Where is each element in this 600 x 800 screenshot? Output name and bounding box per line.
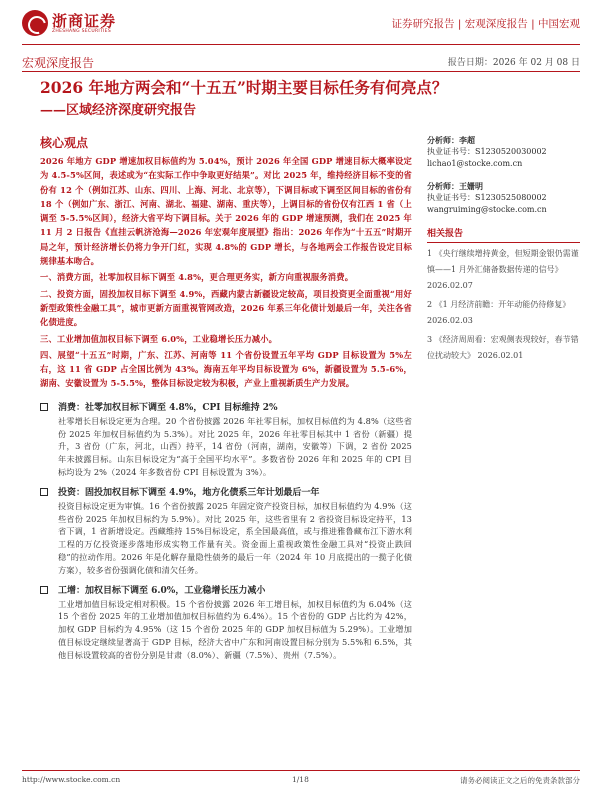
section-title: 核心观点 (40, 136, 89, 150)
related-report-link[interactable]: 2 《1 月经济前瞻：开年动能仍待修复》 2026.02.03 (427, 300, 571, 325)
bullet-heading: 投资：固投加权目标下调至 4.9%，地方化债系三年计划最后一年 (58, 487, 320, 498)
bullet-heading: 消费：社零加权目标下调至 4.8%，CPI 目标维持 2% (58, 402, 278, 413)
related-report-link[interactable]: 3 《经济周周看：宏观侧表现较好，春节错位扰动较大》 2026.02.01 (427, 335, 579, 360)
related-reports-heading: 相关报告 (427, 226, 580, 243)
page-header (22, 10, 580, 40)
logo-name: 浙商证券 (52, 11, 117, 30)
square-bullet-icon (40, 586, 48, 594)
key-points-list (40, 401, 412, 662)
summary-paragraph: 2026 年地方 GDP 增速加权目标值约为 5.04%，预计 2026 年全国 GDP 增速目标大概率设定为 4.5-5%区间，表述或为“在实际工作中争取更好结果”。对比 2025 年，维持经济目标不变的省份有 12 个（例如江苏、山东、四川、上海、河北、北京等），下调目标或下调至区间目标的省份有 18 个（例如广东、浙江、河南、湖北、福建、湖南、重庆等），上调目标的省份仅有江西 1 省（上调至 5-5.5%区间），经济大省平均下调目标。关于 2026 年的 GDP 增速预测，我们在 2025 年 11 月 2 日报告《直挂云帆济沧海—2026 年宏观年度展望》指出：2026 年作为“十五五”时期开局之年，预计经济增长仍将力争开门红，实现 4.8%的 GDP 增长，与各地两会工作报告设定目标规律基本吻合。 (40, 156, 412, 267)
page-number: 1/18 (292, 775, 309, 784)
main-content (40, 134, 412, 669)
website-link[interactable]: http://www.stocke.com.cn (22, 775, 121, 784)
analyst-name: 分析师：李超 (427, 135, 475, 145)
company-logo (22, 10, 116, 36)
summary-paragraph: 一、消费方面，社零加权目标下调至 4.8%，更合理更务实，新方向重视服务消费。 (40, 272, 354, 283)
page-footer (22, 770, 580, 784)
subheader (22, 54, 580, 70)
bullet-heading: 工增：加权目标下调至 6.0%，工业稳增长压力减小 (58, 585, 266, 596)
summary-paragraph: 四、展望“十五五”时期，广东、江苏、河南等 11 个省份设置五年平均 GDP 目标设置为 5%左右，这 11 省 GDP 占全国比例为 43%。海南五年平均目标设置为 6%，新疆设置为 5.5-6%，湖南、安徽设置为 5-5.5%，整体目标设定较为积极，产业上重视新质生产力发展。 (40, 349, 412, 389)
report-date: 报告日期：2026 年 02 月 08 日 (447, 58, 580, 68)
subheader-divider (22, 71, 580, 72)
list-item (40, 401, 412, 479)
analyst-info (427, 180, 580, 216)
list-item (40, 584, 412, 662)
report-category-nav: 证券研究报告 | 宏观深度报告 | 中国宏观 (391, 18, 580, 30)
analyst-name: 分析师：王姗明 (427, 181, 483, 191)
analyst-info (427, 134, 580, 170)
document-type: 宏观深度报告 (22, 56, 95, 70)
list-item (40, 486, 412, 577)
logo-icon (22, 10, 48, 36)
summary-paragraph: 二、投资方面，固投加权目标下调至 4.9%，西藏内蒙古新疆设定较高，项目投资更全面重视“用好新型政策性金融工具”，城市更新方面重视管网改造，2026 年系三年化债计划最后一年，关注各省化债进度。 (40, 288, 412, 328)
bullet-text: 社零增长目标设定更为合理。20 个省份披露 2026 年社零目标，加权目标值约为 4.8%（这些省份 2025 年加权目标值约为 5.3%）。对比 2025 年，2026 年社零目标其中 1 省份（新疆）提升，3 省份（广东，河北，山西）持平，14 省份（河南，湖南，安徽等）下调，2 省份 2025 年未披露目标。山东目标设定为“高于全国平均水平”。多数省份 2026 年和 2025 年的 CPI 目标均设为 2%（2024 年多数省份 CPI 目标设置为 3%）。 (58, 415, 412, 477)
analyst-email: wangruiming@stocke.com.cn (427, 205, 547, 214)
sidebar (427, 134, 580, 364)
disclaimer-note: 请务必阅读正文之后的免责条款部分 (460, 776, 580, 785)
analyst-email: lichao1@stocke.com.cn (427, 159, 523, 168)
report-title: 2026 年地方两会和“十五五”时期主要目标任务有何亮点？ (40, 78, 448, 97)
related-report-link[interactable]: 1 《央行继续增持黄金，但短期金银仍需谨慎——1 月外汇储备数据传递的信号》 2026.02.07 (427, 249, 579, 290)
bullet-text: 投资目标设定更为审慎。16 个省份披露 2025 年固定资产投资目标，加权目标值约为 4.9%（这些省份 2025 年加权目标约为 5.9%）。对比 2025 年，这些省里有 2 省投资目标设定持平，13 省下调，1 省新增设定。西藏维持 15%目标设定，系全国最高值，或与推进雅鲁藏布江下游水利工程的万亿投资逐步落地形成实物工作量有关。资金面上重视政策性金融工具对“投资止跌回稳”的拉动作用。2026 年是化解存量隐性债务的最后一年（2024 年 10 月底提出的一揽子化债方案），较多省份强调化债和清欠任务。 (58, 500, 412, 575)
header-divider (22, 44, 580, 45)
square-bullet-icon (40, 403, 48, 411)
analyst-certificate: 执业证书号：S1230520030002 (427, 147, 547, 156)
report-subtitle: ——区域经济深度研究报告 (40, 103, 197, 118)
logo-english-name: ZHESHANG SECURITIES (52, 28, 111, 34)
square-bullet-icon (40, 488, 48, 496)
summary-paragraph: 三、工业增加值加权目标下调至 6.0%，工业稳增长压力减小。 (40, 333, 278, 344)
analyst-certificate: 执业证书号：S1230525080002 (427, 193, 547, 202)
bullet-text: 工业增加值目标设定相对积极。15 个省份披露 2026 年工增目标，加权目标值约为 6.04%（这 15 个省份 2025 年的工业增加值加权目标值约为 6.4%）。15 个省份的 GDP 占比约为 42%，加权 GDP 目标约为 4.95%（这 15 个省份 2025 年的 GDP 加权目标值为 5.29%）。工业增加值目标设定继续显著高于 GDP 目标，经济大省中广东和河南设置目标分别为 5.5%和 6.5%，其他目标设置较高的省份分别是甘肃（8.0%）、新疆（7.5%）、贵州（7.5%）。 (58, 598, 412, 660)
